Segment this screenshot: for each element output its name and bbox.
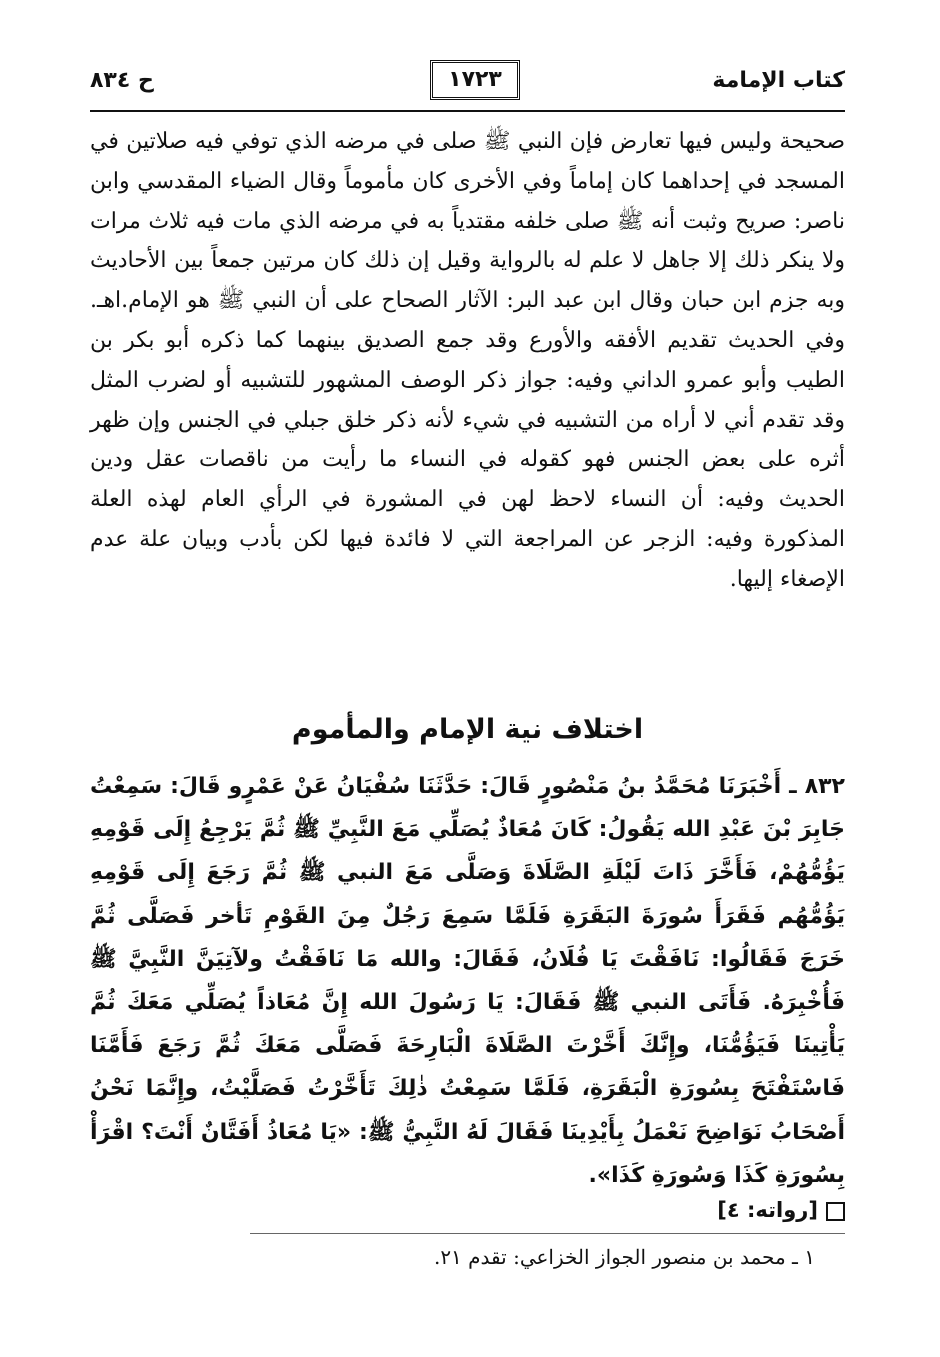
- hadith-range: ح ٨٣٤: [90, 68, 154, 93]
- commentary-paragraph: صحيحة وليس فيها تعارض فإن النبي ﷺ صلى في مرضه الذي توفي فيه صلاتين في المسجد في إحداهما كان إماماً وفي الأخرى كان مأموماً وقال الضياء المقدسي وابن ناصر: صريح وثبت أنه ﷺ صلى خلفه مقتدياً به في مرضه الذي مات فيه ثلاث مرات ولا ينكر ذلك إلا جاهل لا علم له بالرواية وقيل إن ذلك كان مرتين جمعاً بين الأحاديث وبه جزم ابن حبان وقال ابن عبد البر: الآثار الصحاح على أن النبي ﷺ هو الإمام.اهـ. وفي الحديث تقديم الأفقه والأورع وقد جمع الصديق بينهما كما ذكره أبو بكر بن الطيب وأبو عمرو الداني وفيه: جواز ذكر الوصف المشهور للتشبيه أو لضرب المثل وقد تقدم أني لا أراه من التشبيه في شيء لأنه ذكر خلق جبلي في الجنس وإن ظهر أثره على بعض الجنس فهو كقوله في النساء ما رأيت من ناقصات عقل ودين الحديث وفيه: أن النساء لاحظ لهن في المشورة في الرأي العام لهذه العلة المذكورة وفيه: الزجر عن المراجعة التي لا فائدة فيها لكن بأدب وبيان علة عدم الإصغاء إليها.: [90, 129, 845, 592]
- checkbox-icon: [826, 1202, 845, 1221]
- narrators-label: [رواته: ٤]: [717, 1198, 818, 1222]
- book-title: كتاب الإمامة: [712, 68, 845, 93]
- section-title: اختلاف نية الإمام والمأموم: [291, 714, 644, 745]
- page-number: ١٧٢٣: [448, 67, 502, 92]
- header-divider: [90, 110, 845, 112]
- footnote-item: ١ ـ محمد بن منصور الجواز الخزاعي: تقدم ٢١.: [433, 1245, 815, 1269]
- hadith-text: ٨٣٢ ـ أَخْبَرَنَا مُحَمَّدُ بنُ مَنْصُورٍ قَالَ: حَدَّثَنَا سُفْيَانُ عَنْ عَمْرٍو قَالَ: سَمِعْتُ جَابِرَ بْنَ عَبْدِ الله يَقُولُ: كَانَ مُعَاذٌ يُصَلِّي مَعَ النَّبِيِّ ﷺ ثُمَّ يَرْجِعُ إِلَى قَوْمِهِ يَؤُمُّهُمْ، فَأَخَّرَ ذَاتَ لَيْلَةِ الصَّلَاةَ وَصَلَّى مَعَ النبي ﷺ ثُمَّ رَجَعَ إِلَى قَوْمِهِ يَؤُمُّهُم فَقَرَأَ سُورَةَ البَقَرَةِ فَلَمَّا سَمِعَ رَجُلٌ مِنَ القَوْمِ تَأخر فَصَلَّى ثُمَّ خَرَجَ فَقَالُوا: نَافَقْتَ يَا فُلَانُ، فَقَالَ: والله مَا نَافَقْتُ ولآتِيَنَّ النَّبِيَّ ﷺ فَأُخْبِرَهُ. فَأَتَى النبي ﷺ فَقَالَ: يَا رَسُولَ الله إِنَّ مُعَاذاً يُصَلِّي مَعَكَ ثُمَّ يَأْتِينَا فَيَؤُمُّنَا، وإِنَّكَ أَخَّرْتَ الصَّلَاةَ الْبَارِحَةَ فَصَلَّى مَعَكَ ثُمَّ رَجَعَ فَأَمَّنَا فَاسْتَفْتَحَ بِسُورَةِ الْبَقَرَةِ، فَلَمَّا سَمِعْتُ ذٰلِكَ تَأَخَّرْتُ فَصَلَّيْتُ، وإِنَّمَا نَحْنُ أَصْحَابُ نَوَاضِحَ نَعْمَلُ بِأَيْدِينَا فَقَالَ لَهُ النَّبِيُّ ﷺ: «يَا مُعَاذُ أَفَتَّانٌ أَنْتَ؟ اقْرَأْ بِسُورَةِ كَذَا وَسُورَةِ كَذَا».: [90, 774, 845, 1188]
- page-number-box: [430, 60, 520, 100]
- footnote-divider: [250, 1233, 845, 1234]
- page-header: [90, 60, 845, 110]
- narrators-heading: [90, 1195, 845, 1225]
